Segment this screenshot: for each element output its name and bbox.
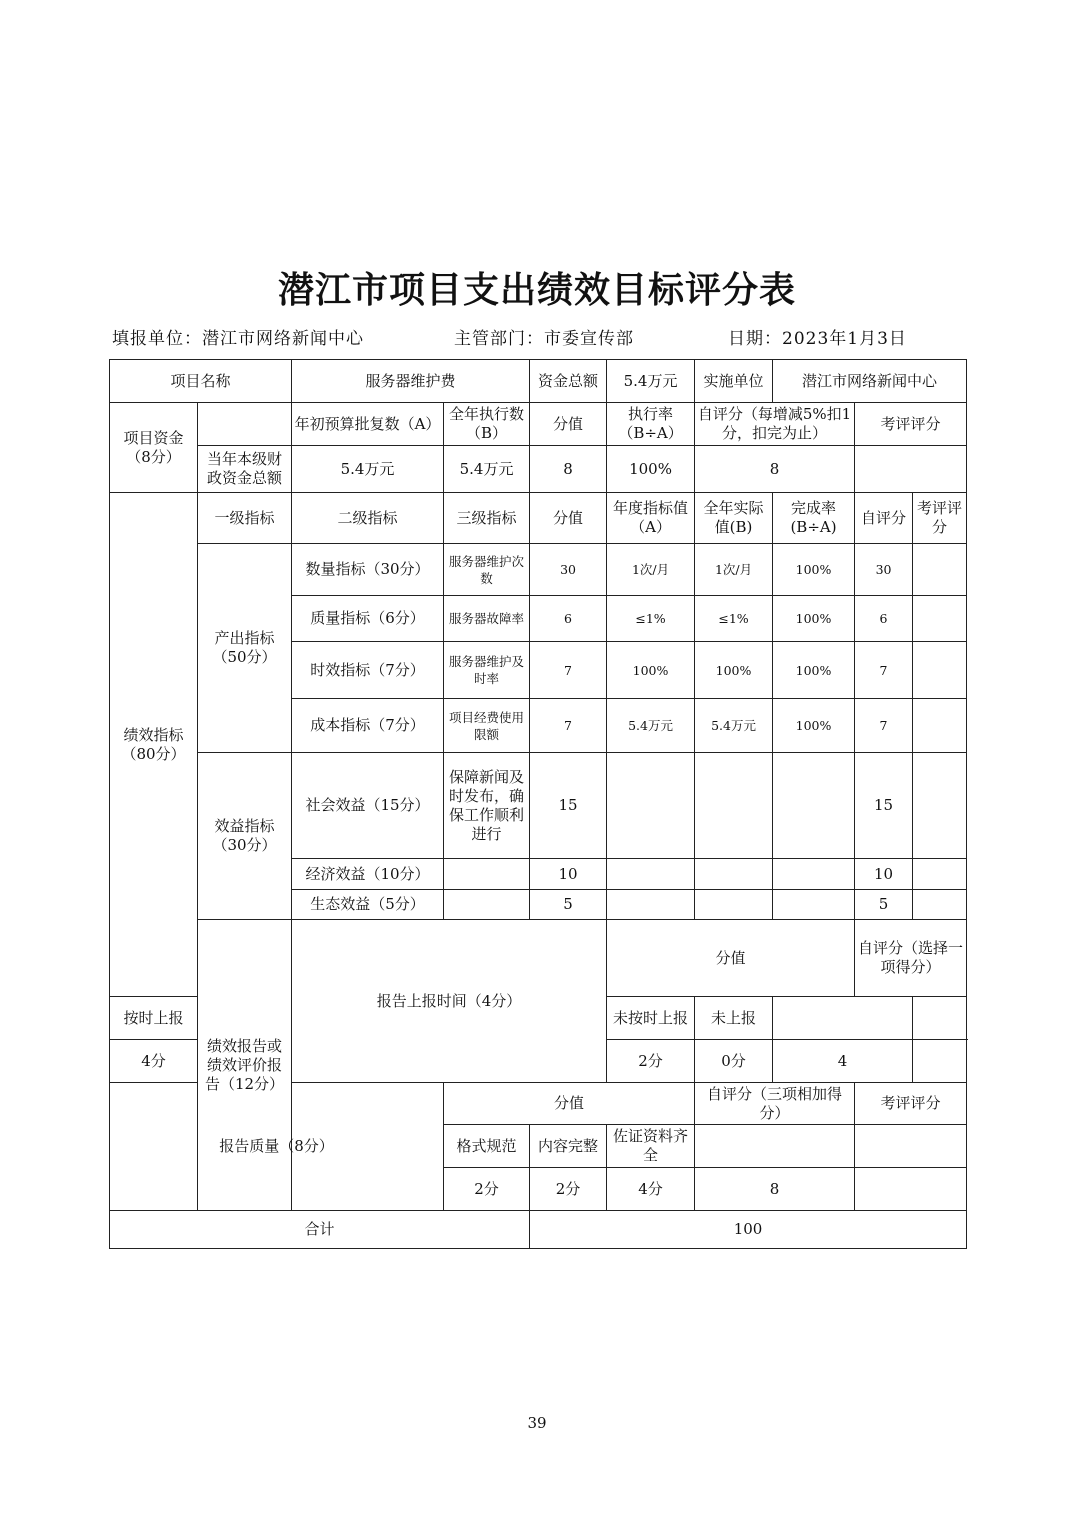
funds-h-rate: 执行率（B÷A）: [607, 403, 695, 446]
output-target: ≤1%: [607, 596, 695, 642]
reporting-unit: 填报单位：潜江市网络新闻中心: [112, 329, 364, 349]
page-title: 潜江市项目支出绩效目标评分表: [277, 270, 796, 311]
project-name-label: 项目名称: [110, 360, 292, 403]
benefit-l2: 经济效益（10分）: [292, 859, 444, 890]
output-actual: 100%: [695, 642, 773, 699]
output-self: 30: [855, 544, 913, 596]
output-review: [913, 699, 967, 753]
benefit-row: [110, 753, 967, 859]
output-row: [110, 544, 967, 596]
report-quality-h-score: 分值: [444, 1083, 695, 1125]
perf-h-rate: 完成率(B÷A): [773, 493, 855, 544]
output-score: 6: [530, 596, 607, 642]
output-l3: 服务器故障率: [444, 596, 530, 642]
report-time-opt-late: 未按时上报: [607, 997, 695, 1040]
benefit-self: 15: [855, 753, 913, 859]
output-self: 7: [855, 642, 913, 699]
benefit-l2: 社会效益（15分）: [292, 753, 444, 859]
funds-h-review: 考评评分: [855, 403, 967, 446]
total-label: 合计: [110, 1211, 530, 1249]
report-quality-review-value: [855, 1168, 967, 1211]
report-quality-blank-self: [695, 1125, 855, 1168]
benefit-l3: [444, 859, 530, 890]
perf-header-row: [110, 493, 967, 544]
benefit-score: 15: [530, 753, 607, 859]
score-table: [109, 359, 967, 1249]
perf-h-l3: 三级指标: [444, 493, 530, 544]
funds-h-self: 自评分（每增减5%扣1分，扣完为止）: [695, 403, 855, 446]
funds-row-label: 当年本级财政资金总额: [198, 446, 292, 493]
benefit-review: [913, 753, 967, 859]
total-row: [110, 1211, 967, 1249]
funds-review-value: [855, 446, 967, 493]
benefit-target: [607, 859, 695, 890]
funds-section-label: 项目资金（8分）: [110, 403, 198, 493]
report-quality-opt-content: 内容完整: [530, 1125, 607, 1168]
project-row: [110, 360, 967, 403]
report-time-val-ontime: 4分: [110, 1040, 198, 1083]
report-quality-opt-evidence: 佐证资料齐全: [607, 1125, 695, 1168]
funds-exec-value: 5.4万元: [444, 446, 530, 493]
output-review: [913, 642, 967, 699]
report-quality-self-value: 8: [695, 1168, 855, 1211]
benefit-l3: [444, 890, 530, 920]
report-quality-opt-format: 格式规范: [444, 1125, 530, 1168]
perf-h-review: 考评评分: [913, 493, 967, 544]
output-score: 30: [530, 544, 607, 596]
funds-h-exec: 全年执行数（B）: [444, 403, 530, 446]
benefit-indicator-label: 效益指标（30分）: [198, 753, 292, 920]
impl-unit-label: 实施单位: [695, 360, 773, 403]
perf-h-score: 分值: [530, 493, 607, 544]
benefit-actual: [695, 859, 773, 890]
benefit-review: [913, 890, 967, 920]
benefit-self: 5: [855, 890, 913, 920]
page-number: 39: [527, 1414, 547, 1432]
output-l2: 数量指标（30分）: [292, 544, 444, 596]
report-time-blank-review: [913, 997, 967, 1040]
output-indicator-label: 产出指标（50分）: [198, 544, 292, 753]
output-actual: 1次/月: [695, 544, 773, 596]
funds-rate-value: 100%: [607, 446, 695, 493]
output-rate: 100%: [773, 642, 855, 699]
benefit-target: [607, 753, 695, 859]
report-quality-val-evidence: 4分: [607, 1168, 695, 1211]
report-time-review-value: [913, 1040, 967, 1083]
benefit-actual: [695, 890, 773, 920]
perf-h-l2: 二级指标: [292, 493, 444, 544]
benefit-self: 10: [855, 859, 913, 890]
fund-total-label: 资金总额: [530, 360, 607, 403]
funds-header-row: [110, 403, 967, 446]
report-time-blank-self: [773, 997, 913, 1040]
output-target: 100%: [607, 642, 695, 699]
benefit-rate: [773, 859, 855, 890]
report-time-self-value: 4: [773, 1040, 913, 1083]
report-time-opt-ontime: 按时上报: [110, 997, 198, 1040]
benefit-rate: [773, 753, 855, 859]
benefit-rate: [773, 890, 855, 920]
perf-section-label: 绩效指标（80分）: [110, 493, 198, 997]
output-rate: 100%: [773, 699, 855, 753]
project-name-value: 服务器维护费: [292, 360, 530, 403]
report-time-opt-none: 未上报: [695, 997, 773, 1040]
funds-self-value: 8: [695, 446, 855, 493]
funds-score-value: 8: [530, 446, 607, 493]
funds-blank-cell: [198, 403, 292, 446]
report-quality-val-format: 2分: [444, 1168, 530, 1211]
output-l3: 服务器维护次数: [444, 544, 530, 596]
funds-h-score: 分值: [530, 403, 607, 446]
benefit-score: 10: [530, 859, 607, 890]
output-target: 1次/月: [607, 544, 695, 596]
output-actual: ≤1%: [695, 596, 773, 642]
output-review: [913, 544, 967, 596]
output-score: 7: [530, 699, 607, 753]
report-time-h-score: 分值: [607, 920, 855, 997]
benefit-target: [607, 890, 695, 920]
perf-h-target: 年度指标值（A）: [607, 493, 695, 544]
report-section-label: 绩效报告或绩效评价报告（12分）: [198, 920, 292, 1211]
report-time-val-late: 2分: [607, 1040, 695, 1083]
report-quality-h-self: 自评分（三项相加得分）: [695, 1083, 855, 1125]
output-self: 7: [855, 699, 913, 753]
funds-value-row: [110, 446, 967, 493]
report-time-h-self: 自评分（选择一项得分）: [855, 920, 967, 997]
output-review: [913, 596, 967, 642]
funds-budget-value: 5.4万元: [292, 446, 444, 493]
impl-unit-value: 潜江市网络新闻中心: [773, 360, 967, 403]
fund-total-value: 5.4万元: [607, 360, 695, 403]
output-l3: 服务器维护及时率: [444, 642, 530, 699]
output-l2: 时效指标（7分）: [292, 642, 444, 699]
report-time-label: 报告上报时间（4分）: [292, 920, 607, 1083]
output-l2: 质量指标（6分）: [292, 596, 444, 642]
report-quality-val-content: 2分: [530, 1168, 607, 1211]
report-date: 日期：2023年1月3日: [728, 329, 907, 349]
report-time-val-none: 0分: [695, 1040, 773, 1083]
report-time-header-row: [110, 920, 967, 997]
supervising-department: 主管部门：市委宣传部: [454, 329, 634, 349]
output-l3: 项目经费使用限额: [444, 699, 530, 753]
output-rate: 100%: [773, 544, 855, 596]
report-quality-label: 报告质量（8分）: [110, 1083, 444, 1211]
output-actual: 5.4万元: [695, 699, 773, 753]
perf-h-l1: 一级指标: [198, 493, 292, 544]
output-self: 6: [855, 596, 913, 642]
report-quality-blank-review: [855, 1125, 967, 1168]
benefit-l3: 保障新闻及时发布，确保工作顺利进行: [444, 753, 530, 859]
output-target: 5.4万元: [607, 699, 695, 753]
benefit-actual: [695, 753, 773, 859]
benefit-score: 5: [530, 890, 607, 920]
output-score: 7: [530, 642, 607, 699]
output-l2: 成本指标（7分）: [292, 699, 444, 753]
total-value: 100: [530, 1211, 967, 1249]
output-rate: 100%: [773, 596, 855, 642]
benefit-review: [913, 859, 967, 890]
report-quality-h-review: 考评评分: [855, 1083, 967, 1125]
perf-h-actual: 全年实际值(B): [695, 493, 773, 544]
funds-h-budget: 年初预算批复数（A）: [292, 403, 444, 446]
benefit-l2: 生态效益（5分）: [292, 890, 444, 920]
perf-h-self: 自评分: [855, 493, 913, 544]
